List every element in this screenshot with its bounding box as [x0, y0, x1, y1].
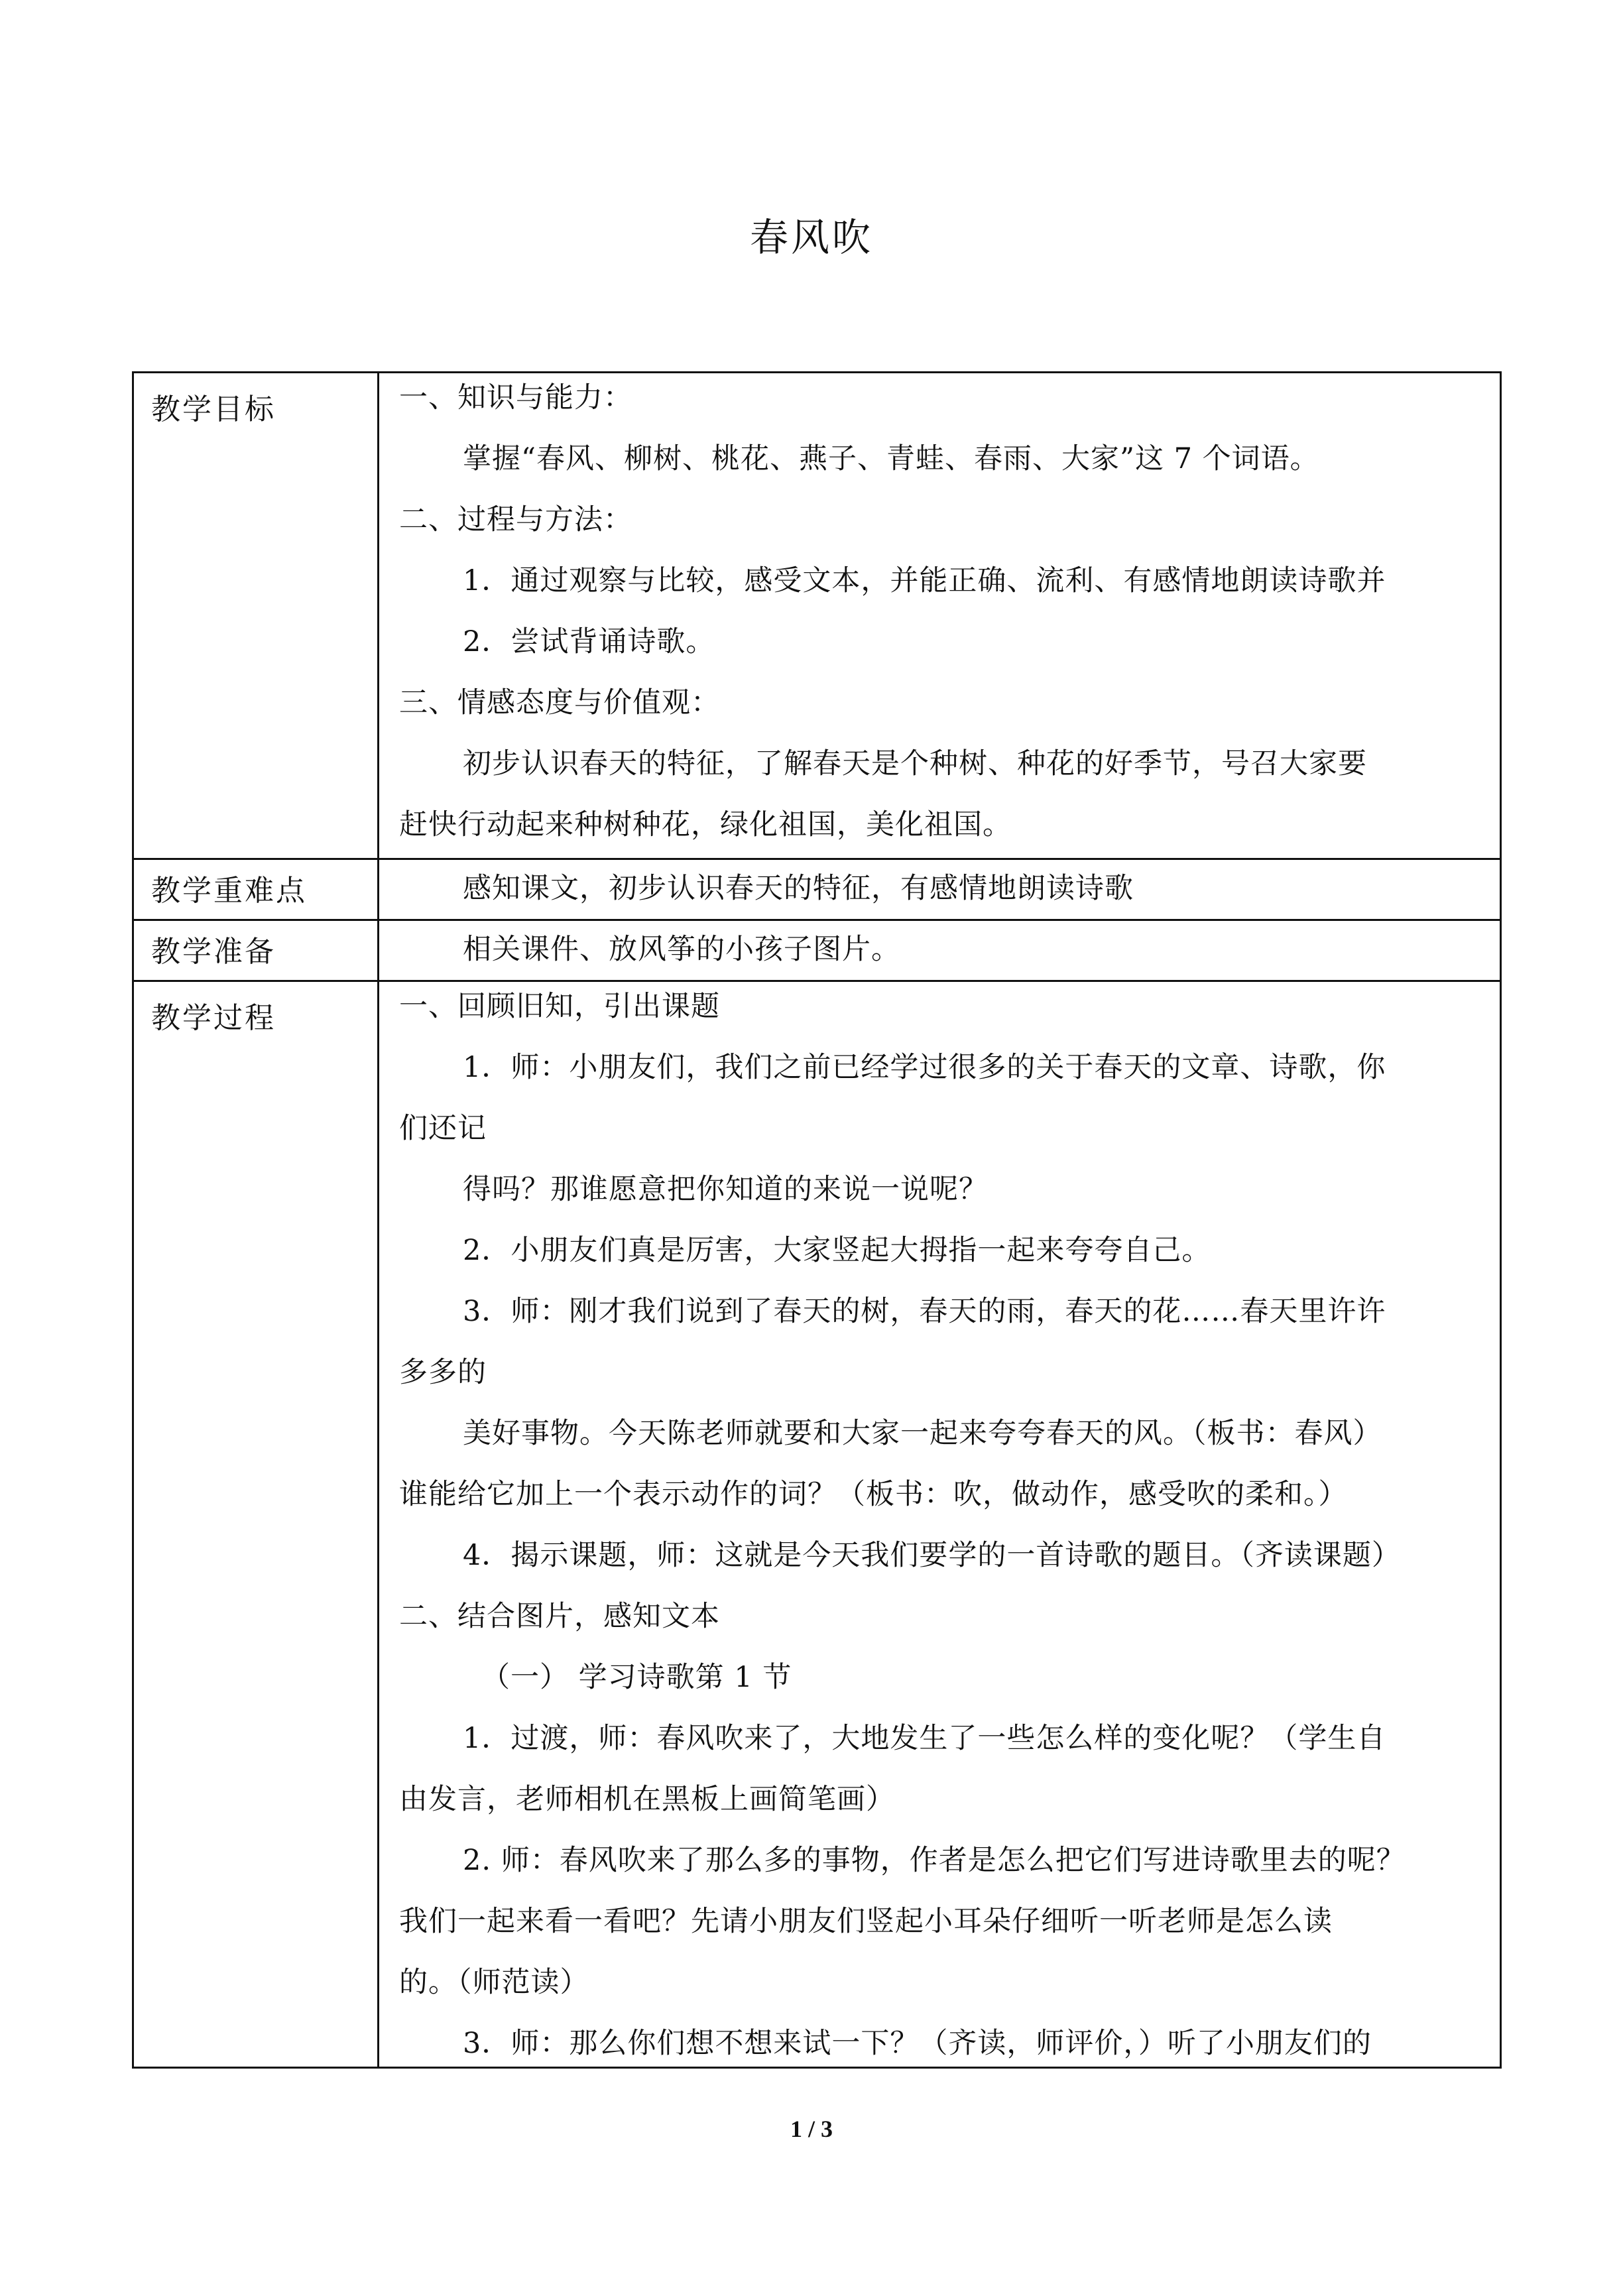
- page-number: 1 / 3: [790, 2116, 833, 2142]
- process-line: 我们一起来看一看吧？先请小朋友们竖起小耳朵仔细听一听老师是怎么读: [399, 1906, 1333, 1937]
- objectives-line: 赶快行动起来种树种花，绿化祖国，美化祖国。: [399, 810, 1012, 840]
- objectives-line: 一、知识与能力：: [399, 383, 632, 413]
- objectives-line: 三、情感态度与价值观：: [399, 688, 720, 718]
- objectives-line: 掌握“春风、柳树、桃花、燕子、青蛙、春雨、大家”这 7 个词语。: [463, 444, 1319, 474]
- table-row-preparation: [133, 920, 1501, 981]
- process-line: 1．师：小朋友们，我们之前已经学过很多的关于春天的文章、诗歌，你: [463, 1052, 1386, 1083]
- preparation-line: 相关课件、放风筝的小孩子图片。: [463, 934, 900, 965]
- document-title: 春风吹: [749, 215, 873, 260]
- process-line: 由发言，老师相机在黑板上画简笔画）: [399, 1784, 895, 1815]
- content-cell: [379, 981, 1501, 2068]
- label-cell: [133, 859, 379, 920]
- process-line: 的。（师范读）: [399, 1967, 589, 1998]
- process-line: 多多的: [399, 1357, 487, 1388]
- label-cell: [133, 981, 379, 2068]
- process-line: 3．师：那么你们想不想来试一下？（齐读，师评价，）听了小朋友们的: [463, 2028, 1372, 2059]
- table-row-key-points: [133, 859, 1501, 920]
- process-line: 得吗？那谁愿意把你知道的来说一说呢？: [463, 1174, 988, 1205]
- label-cell: [133, 920, 379, 981]
- process-line: 一、回顾旧知，引出课题: [399, 991, 720, 1022]
- label-cell: [133, 373, 379, 859]
- content-cell: [379, 373, 1501, 859]
- objectives-line: 1．通过观察与比较，感受文本，并能正确、流利、有感情地朗读诗歌并: [463, 566, 1386, 596]
- process-line: 二、结合图片，感知文本: [399, 1601, 720, 1632]
- row-label-key-points: 教学重难点: [151, 874, 307, 908]
- row-label-preparation: 教学准备: [151, 935, 276, 969]
- table-row-objectives: [133, 373, 1501, 859]
- process-line: 美好事物。今天陈老师就要和大家一起来夸夸春天的风。（板书：春风）: [463, 1418, 1382, 1449]
- process-line: （一） 学习诗歌第 1 节: [481, 1662, 792, 1693]
- row-label-process: 教学过程: [151, 1001, 276, 1035]
- objectives-line: 2．尝试背诵诗歌。: [463, 627, 715, 657]
- objectives-line: 二、过程与方法：: [399, 505, 632, 535]
- content-cell: [379, 859, 1501, 920]
- process-line: 们还记: [399, 1113, 487, 1144]
- process-line: 谁能给它加上一个表示动作的词？（板书：吹，做动作，感受吹的柔和。）: [399, 1479, 1348, 1510]
- content-cell: [379, 920, 1501, 981]
- table-row-process: [133, 981, 1501, 2068]
- process-line: 2．小朋友们真是厉害，大家竖起大拇指一起来夸夸自己。: [463, 1235, 1211, 1266]
- process-line: 4．揭示课题，师：这就是今天我们要学的一首诗歌的题目。（齐读课题）: [463, 1540, 1401, 1571]
- process-line: 1．过渡，师：春风吹来了，大地发生了一些怎么样的变化呢？（学生自: [463, 1723, 1386, 1754]
- objectives-line: 初步认识春天的特征，了解春天是个种树、种花的好季节，号召大家要: [463, 749, 1367, 779]
- process-line: 2. 师：春风吹来了那么多的事物，作者是怎么把它们写进诗歌里去的呢？: [463, 1845, 1406, 1876]
- lesson-plan-table: [132, 371, 1502, 2069]
- row-label-objectives: 教学目标: [151, 393, 276, 426]
- key-points-line: 感知课文，初步认识春天的特征，有感情地朗读诗歌: [463, 873, 1134, 904]
- process-line: 3．师：刚才我们说到了春天的树，春天的雨，春天的花……春天里许许: [463, 1296, 1386, 1327]
